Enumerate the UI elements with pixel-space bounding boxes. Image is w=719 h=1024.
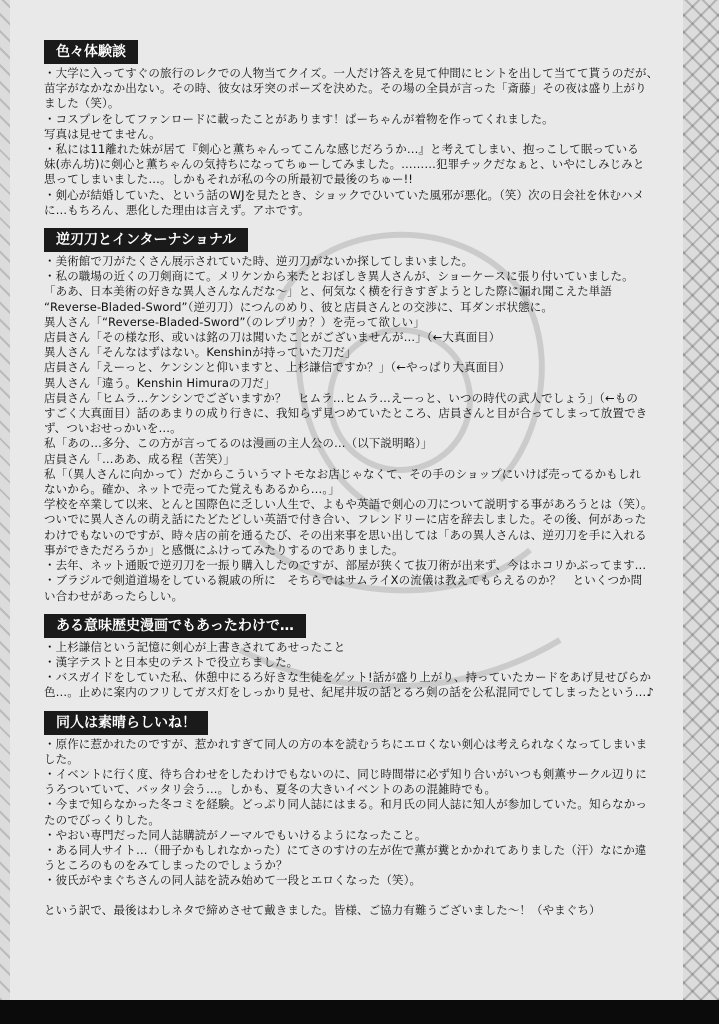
bottom-black-bar: [0, 1000, 719, 1024]
decorative-border-left: [0, 0, 10, 1000]
decorative-border-right: [683, 0, 719, 1000]
section-experiences: [44, 36, 680, 218]
section-title: 同人は素晴らしいね！: [44, 711, 208, 735]
section-reverse-blade: [44, 224, 680, 604]
section-body: ・大学に入ってすぐの旅行のレクでの人物当てクイズ。一人だけ答えを見て仲間にヒントを出して当てて貰うのだが、 苗字がなかなか出ない。その時、彼女は牙突のポーズを決めた。その場の全員が言った「斎藤」その夜は盛り上がり ました（笑）。 ・コスプレをしてファンロードに載ったことがあります！ぱーちゃんが着物を作ってくれました。 写真は見せてません。 ・私には11離れた妹が居て『剣心と薫ちゃんってこんな感じだろうか…』と考えてしまい、抱っこして眠っている 妹(赤ん坊)に剣心と薫ちゃんの気持ちになってちゅーしてみました。………犯罪チックだなぁと、いやにしみじみと 思ってしまいました…。しかもそれが私の今の所最初で最後のちゅー!! ・剣心が結婚していた、という話のWJを見たとき、ショックでひいていた風邪が悪化。（笑）次の日会社を休むハメ に…もちろん、悪化した理由は言えず。アホです。: [44, 66, 659, 217]
section-title: 色々体験談: [44, 40, 138, 64]
closing-note: という訳で、最後はわしネタで締めさせて戴きました。皆様、ご協力有難うございました～！（やまぐち）: [44, 902, 601, 917]
section-history: [44, 610, 680, 701]
section-body: ・原作に惹かれたのですが、惹かれすぎて同人の方の本を読むうちにエロくない剣心は考えられなくなってしまいま した。 ・イベントに行く度、待ち合わせをしたわけでもないのに、同じ時間帯に必ず知り合いがいつも剣薫サークル辺りに うろついていて、バッタリ会う…。しかも、夏冬の大きいイベントのあの混雑時でも。 ・今まで知らなかった冬コミを経験。どっぷり同人誌にはまる。和月氏の同人誌に知人が参加していた。知らなかっ たのでびっくりした。 ・やおい専門だった同人誌購読がノーマルでもいけるようになったこと。 ・ある同人サイト…（冊子かもしれなかった）にてさのすけの左が佐で薫が糞とかかれてありました（汗）なにか違 うところのものをみてしまったのでしょうか？ ・彼氏がやまぐちさんの同人誌を読み始めて一段とエロくなった（笑）。: [44, 736, 648, 888]
section-body: ・美術館で刀がたくさん展示されていた時、逆刃刀がないか探してしまいました。 ・私の職場の近くの刀剣商にて。メリケンから来たとおぼしき異人さんが、ショーケースに張り付いていました。 「ああ、日本美術の好きな異人さんなんだな～」と、何気なく横を行きすぎようとした際に漏れ聞こえた単語 “Reverse-Bladed-Sword”（逆刃刀）につんのめり、彼と店員さんとの交渉に、耳ダンボ状態に。 異人さん「“Reverse-Bladed-Sword”（のレプリカ？）を売って欲しい」 店員さん「その様な形、或いは銘の刀は聞いたことがございませんが…」（←大真面目） 異人さん「そんなはずはない。Kenshinが持っていた刀だ」 店員さん「えーっと、ケンシンと仰いますと、上杉謙信ですか？」（←やっぱり大真面目） 異人さん「違う。Kenshin Himuraの刀だ」 店員さん「ヒムラ…ケンシンでございますか？ ヒムラ…ヒムラ…えーっと、いつの時代の武人でしょう」（←もの すごく大真面目）話のあまりの成り行きに、我知らず見つめていたところ、店員さんと目が合ってしまって放置でき ず、ついおせっかいを…。 私「あの…多分、この方が言ってるのは漫画の主人公の…（以下説明略）」 店員さん「…ああ、成る程（苦笑）」 私「（異人さんに向かって）だからこういうマトモなお店じゃなくて、その手のショップにいけば売ってるかもしれ ないから。確か、ネットで売ってた覚えもあるから…。」 学校を卒業して以来、とんと国際色に乏しい人生で、よもや英語で剣心の刀について説明する事があろうとは（笑）。 ついでに異人さんの萌え話にたどたどしい英語で付き合い、フレンドリーに店を辞去しました。その後、何があった わけでもないのですが、時々店の前を通るたび、その出来事を思い出しては「あの異人さんは、逆刃刀を手に入れる 事ができただろうか」と感慨にふけってみたりするのでありました。 ・去年、ネット通販で逆刃刀を一振り購入したのですが、部屋が狭くて抜刀術が出来ず、今はホコリかぶってます… ・ブラジルで剣道道場をしている親戚の所に そちらではサムライXの流儀は教えてもらえるのか？ といくつか問 い合わせがあったらしい。: [44, 254, 653, 603]
section-title: ある意味歴史漫画でもあったわけで…: [44, 614, 306, 638]
section-title: 逆刃刀とインターナショナル: [44, 228, 248, 252]
section-doujin: [44, 707, 680, 889]
page-content: [44, 36, 680, 986]
section-body: ・上杉謙信という記憶に剣心が上書きされてあせったこと ・漢字テストと日本史のテストで役立ちました。 ・バスガイドをしていた私、休憩中にるろ好きな生徒をゲット!話が盛り上がり、持っていたカードをあげ見せびらか 色…。止めに案内のフリしてガス灯をしっかり見せ、紀尾井坂の話とるろ剣の話を公私混同でしてしまったという…♪: [44, 639, 654, 700]
